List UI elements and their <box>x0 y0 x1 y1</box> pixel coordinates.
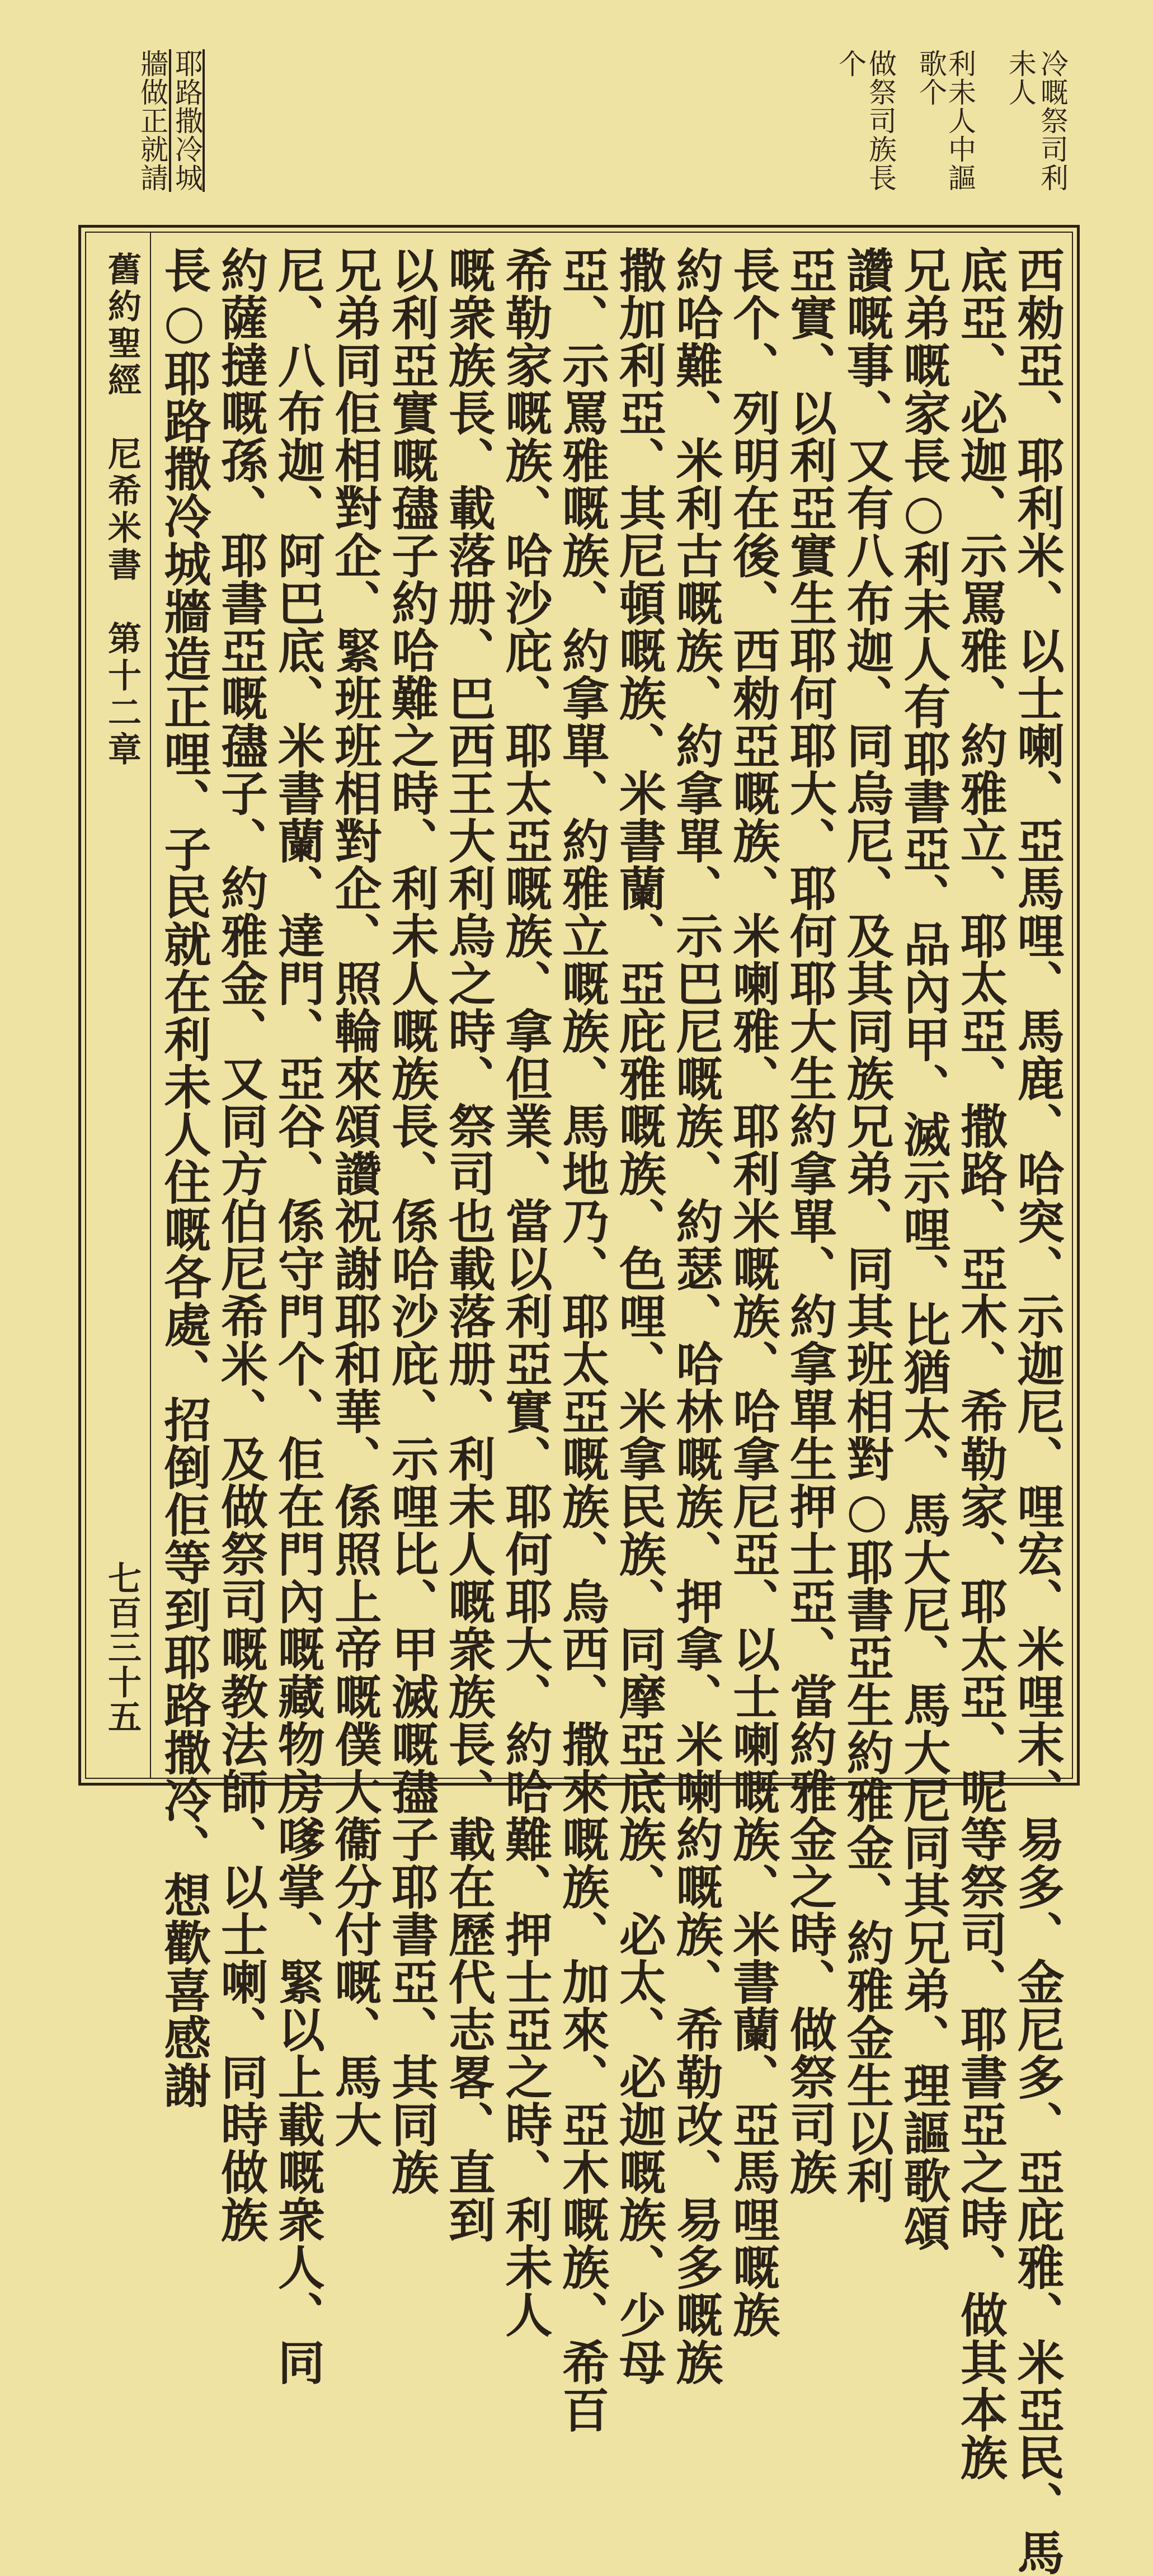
text-column-5: 亞實、以利亞實生耶何耶大、耶何耶大生約拿單、約拿單生押士亞、當約雅金之時、做祭司族 <box>782 246 838 2196</box>
headnote-right-1: 冷嘅祭司利 <box>1036 49 1069 192</box>
text-column-14: 尼、八布迦、阿巴底、米書蘭、達門、亞谷、係守門个、佢在門內嘅藏物房嗲掌、緊以上載嘅衆人、同 <box>270 246 326 2386</box>
text-column-16: 長○耶路撒冷城牆造正哩、子民就在利未人住嘅各處、招倒佢等到耶路撒冷、想歡喜感謝 <box>156 246 212 2109</box>
text-column-13: 兄弟同佢相對企、緊班班相對企、照輪來頌讚祝謝耶和華、係照上帝嘅僕大衞分付嘅、馬大 <box>327 246 383 2148</box>
text-column-2: 底亞、必迦、示罵雅、約雅立、耶太亞、撒路、亞木、希勒家、耶太亞、呢等祭司、耶書亞之時、做其本族 <box>953 246 1009 2481</box>
text-column-11: 嘅衆族長、載落册、巴西王大利烏之時、祭司也載落册、利未人嘅衆族長、載在歷代志畧、直到 <box>441 246 497 2243</box>
text-column-3: 兄弟嘅家長○利未人有耶書亞、品內甲、滅示哩、比猶太、馬大尼、馬大尼同其兄弟、理謳歌頌 <box>896 246 952 2252</box>
text-column-10: 希勒家嘅族、哈沙庇、耶太亞嘅族、拿但業、當以利亞實、耶何耶大、約哈難、押士亞之時、利未人 <box>497 246 553 2338</box>
headnote-right-3: 利未人中謳 <box>944 49 976 192</box>
text-column-9: 亞、示罵雅嘅族、約拿單、約雅立嘅族、馬地乃、耶太亞嘅族、烏西、撒來嘅族、加來、亞木嘅族、希百 <box>554 246 610 2433</box>
text-column-6: 長个、列明在後、西勑亞嘅族、米喇雅、耶利米嘅族、哈拿尼亞、以士喇嘅族、米書蘭、亞馬哩嘅族 <box>725 246 781 2338</box>
text-column-15: 約薩撻嘅孫、耶書亞嘅孻子、約雅金、又同方伯尼希米、及做祭司嘅教法師、以士喇、同時做族 <box>213 246 269 2243</box>
headnote-right-4: 歌个 <box>915 49 947 106</box>
headnote-right-5: 做祭司族長 <box>864 49 897 192</box>
headnote-left-2: 牆做正就請 <box>136 49 168 192</box>
running-header-title: 舊約聖經 尼希米書 第十二章 <box>102 252 142 769</box>
text-column-8: 撒加利亞、其尼頓嘅族、米書蘭、亞庇雅嘅族、色哩、米拿民族、同摩亞底族、必太、必迦嘅族、少母 <box>611 246 667 2386</box>
headnote-right-6: 个 <box>834 49 867 78</box>
show-through-smudge <box>263 50 336 201</box>
text-column-1: 西勑亞、耶利米、以士喇、亞馬哩、馬鹿、哈突、示迦尼、哩宏、米哩末、易多、金尼多、亞庇雅、米亞民、馬 <box>1010 246 1066 2576</box>
headnote-left-1: 耶路撒冷城 <box>169 49 205 192</box>
text-column-4: 讚嘅事、又有八布迦、同烏尼、及其同族兄弟、同其班相對○耶書亞生約雅金、約雅金生以利 <box>839 246 895 2204</box>
text-column-7: 約哈難、米利古嘅族、約拿單、示巴尼嘅族、約瑟、哈林嘅族、押拿、米喇約嘅族、希勒改、易多嘅族 <box>669 246 724 2386</box>
headnote-right-2: 未人 <box>1004 49 1037 106</box>
header-divider-rule <box>150 232 151 1779</box>
text-column-12: 以利亞實嘅孻子約哈難之時、利未人嘅族長、係哈沙庇、示哩比、甲滅嘅孻子耶書亞、其同族 <box>384 246 440 2196</box>
page-number: 七百三十五 <box>102 1561 142 1734</box>
